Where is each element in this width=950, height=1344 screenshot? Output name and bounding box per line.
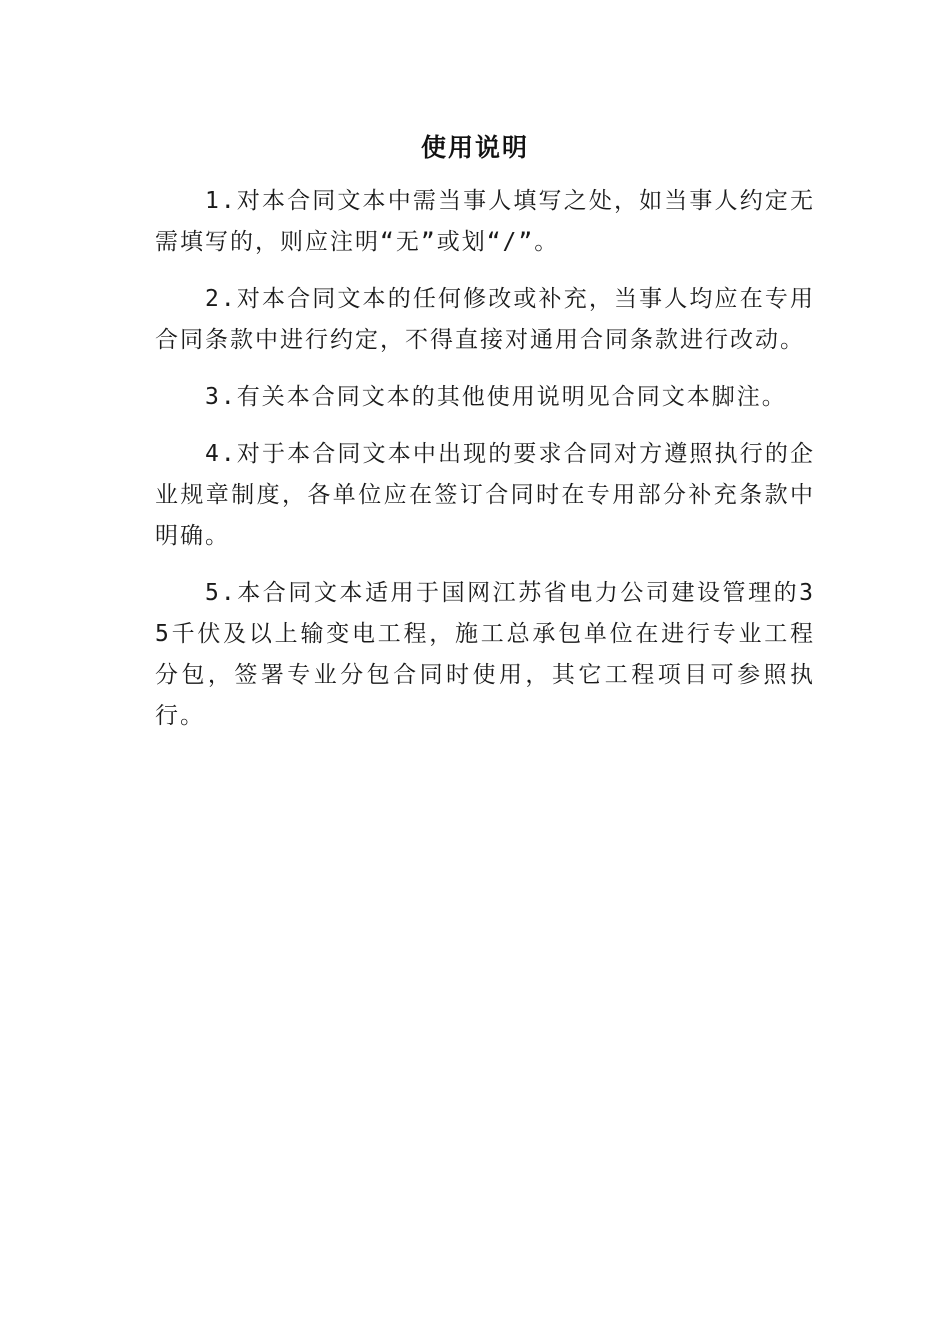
instruction-paragraph-1: 1.对本合同文本中需当事人填写之处，如当事人约定无需填写的，则应注明“无”或划“/”。: [155, 188, 815, 255]
instruction-paragraph-2: 2.对本合同文本的任何修改或补充，当事人均应在专用合同条款中进行约定，不得直接对通用合同条款进行改动。: [155, 286, 815, 353]
page-title: 使用说明: [420, 133, 529, 162]
instruction-paragraph-3: 3.有关本合同文本的其他使用说明见合同文本脚注。: [205, 384, 787, 410]
instruction-paragraph-5: 5.本合同文本适用于国网江苏省电力公司建设管理的35千伏及以上输变电工程，施工总承包单位在进行专业工程分包，签署专业分包合同时使用，其它工程项目可参照执行。: [155, 580, 815, 729]
instructions-body: [155, 181, 815, 753]
instruction-paragraph-4: 4.对于本合同文本中出现的要求合同对方遵照执行的企业规章制度，各单位应在签订合同时在专用部分补充条款中明确。: [155, 441, 815, 549]
